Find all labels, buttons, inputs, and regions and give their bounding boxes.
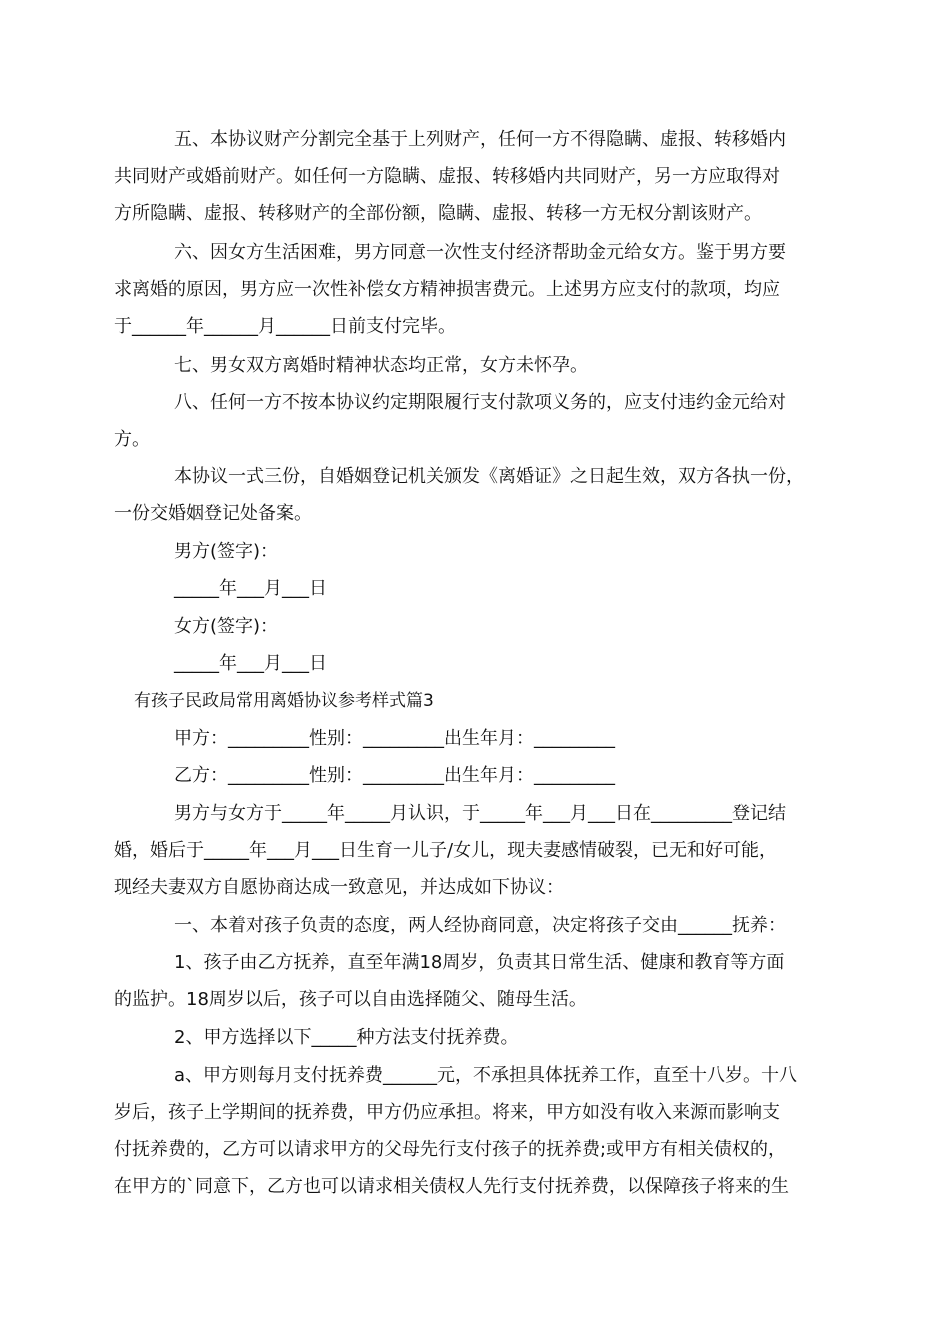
paragraph-line: 婚，婚后于_____年___月___日生育一儿子/女儿，现夫妻感情破裂，已无和好可能，: [114, 840, 778, 861]
paragraph-line: 男方与女方于_____年_____月认识，于_____年___月___日在_________登记结: [174, 803, 786, 824]
paragraph-line: 六、因女方生活困难，男方同意一次性支付经济帮助金元给女方。鉴于男方要: [174, 242, 786, 263]
paragraph-line: 的监护。18周岁以后，孩子可以自由选择随父、随母生活。: [114, 989, 587, 1010]
signature-date-male: _____年___月___日: [174, 578, 327, 599]
party-b-line: 乙方：_________性别：_________出生年月：_________: [174, 765, 615, 786]
paragraph-line: 岁后，孩子上学期间的抚养费，甲方仍应承担。将来，甲方如没有收入来源而影响支: [114, 1102, 780, 1123]
paragraph-line: 本协议一式三份，自婚姻登记机关颁发《离婚证》之日起生效，双方各执一份，: [174, 466, 804, 487]
paragraph-line: 五、本协议财产分割完全基于上列财产，任何一方不得隐瞒、虚报、转移婚内: [174, 129, 786, 150]
party-a-line: 甲方：_________性别：_________出生年月：_________: [174, 728, 615, 749]
paragraph-line: 方。: [114, 429, 150, 450]
paragraph-line: 七、男女双方离婚时精神状态均正常，女方未怀孕。: [174, 355, 588, 376]
paragraph-line: 方所隐瞒、虚报、转移财产的全部份额，隐瞒、虚报、转移一方无权分割该财产。: [114, 203, 762, 224]
paragraph-line: 于______年______月______日前支付完毕。: [114, 316, 456, 337]
paragraph-line: 付抚养费的，乙方可以请求甲方的父母先行支付孩子的抚养费;或甲方有相关债权的，: [114, 1139, 787, 1160]
signature-date-female: _____年___月___日: [174, 653, 327, 674]
paragraph-line: 一、本着对孩子负责的态度，两人经协商同意，决定将孩子交由______抚养：: [174, 915, 786, 936]
paragraph-line: a、甲方则每月支付抚养费______元，不承担具体抚养工作，直至十八岁。十八: [174, 1065, 798, 1086]
paragraph-line: 一份交婚姻登记处备案。: [114, 503, 312, 524]
paragraph-line: 在甲方的`同意下，乙方也可以请求相关债权人先行支付抚养费，以保障孩子将来的生: [114, 1176, 789, 1197]
paragraph-line: 2、甲方选择以下_____种方法支付抚养费。: [174, 1027, 519, 1048]
paragraph-line: 共同财产或婚前财产。如任何一方隐瞒、虚报、转移婚内共同财产，另一方应取得对: [114, 166, 780, 187]
signature-label-female: 女方(签字)：: [174, 616, 279, 637]
paragraph-line: 现经夫妻双方自愿协商达成一致意见，并达成如下协议：: [114, 877, 564, 898]
signature-label-male: 男方(签字)：: [174, 541, 279, 562]
paragraph-line: 1、孩子由乙方抚养，直至年满18周岁，负责其日常生活、健康和教育等方面: [174, 952, 785, 973]
paragraph-line: 求离婚的原因，男方应一次性补偿女方精神损害费元。上述男方应支付的款项，均应: [114, 279, 780, 300]
paragraph-line: 八、任何一方不按本协议约定期限履行支付款项义务的，应支付违约金元给对: [174, 392, 786, 413]
section-heading: 有孩子民政局常用离婚协议参考样式篇3: [134, 691, 434, 711]
